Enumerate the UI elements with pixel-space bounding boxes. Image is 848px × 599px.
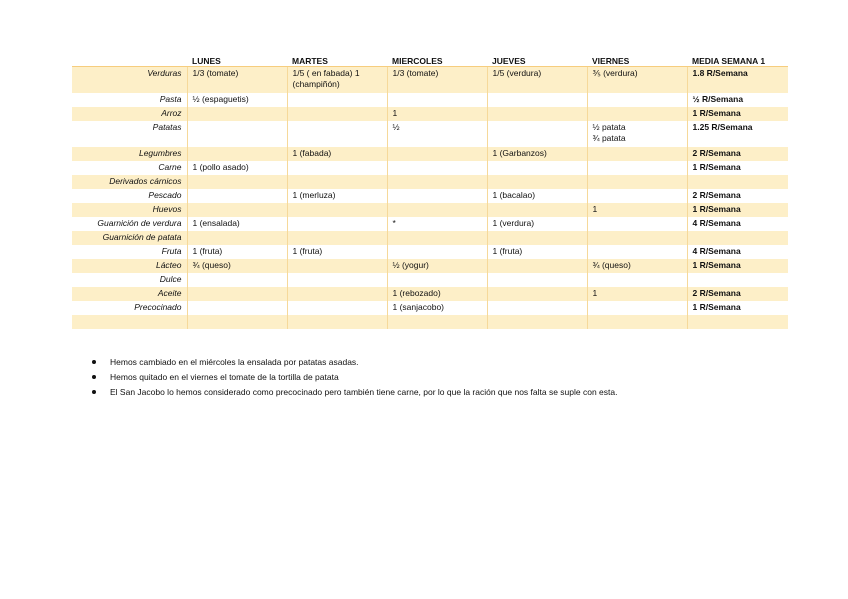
table-cell bbox=[587, 301, 687, 315]
row-label: Lácteo bbox=[72, 259, 187, 273]
table-cell: 1 bbox=[387, 107, 487, 121]
table-row bbox=[72, 287, 788, 301]
table-cell bbox=[287, 259, 387, 273]
table-cell bbox=[587, 189, 687, 203]
row-label: Patatas bbox=[72, 121, 187, 147]
table-cell bbox=[387, 273, 487, 287]
table-cell bbox=[387, 203, 487, 217]
note-text: Hemos cambiado en el miércoles la ensalada por patatas asadas. bbox=[110, 357, 359, 367]
table-cell bbox=[287, 273, 387, 287]
row-label: Huevos bbox=[72, 203, 187, 217]
table-row bbox=[72, 93, 788, 107]
table-cell bbox=[287, 203, 387, 217]
row-label: Arroz bbox=[72, 107, 187, 121]
weekly-average-cell: 4 R/Semana bbox=[687, 217, 788, 231]
table-cell: 1/3 (tomate) bbox=[387, 67, 487, 94]
table-cell bbox=[387, 245, 487, 259]
table-cell bbox=[587, 231, 687, 245]
weekly-average-cell: 2 R/Semana bbox=[687, 287, 788, 301]
table-cell: 1 (Garbanzos) bbox=[487, 147, 587, 161]
table-cell: 1 (rebozado) bbox=[387, 287, 487, 301]
table-cell bbox=[487, 287, 587, 301]
table-cell bbox=[487, 301, 587, 315]
table-cell bbox=[487, 315, 587, 329]
row-label: Derivados cárnicos bbox=[72, 175, 187, 189]
table-cell bbox=[487, 231, 587, 245]
table-row bbox=[72, 107, 788, 121]
table-cell bbox=[587, 161, 687, 175]
table-row bbox=[72, 245, 788, 259]
table-cell bbox=[287, 287, 387, 301]
table-cell: 1/3 (tomate) bbox=[187, 67, 287, 94]
table-cell bbox=[187, 121, 287, 147]
table-cell bbox=[587, 147, 687, 161]
table-cell bbox=[587, 315, 687, 329]
table-row bbox=[72, 121, 788, 147]
table-cell bbox=[187, 273, 287, 287]
notes-list bbox=[92, 355, 792, 400]
table-cell bbox=[287, 217, 387, 231]
table-cell: 1 (pollo asado) bbox=[187, 161, 287, 175]
row-label: Dulce bbox=[72, 273, 187, 287]
table-row bbox=[72, 315, 788, 329]
table-cell bbox=[487, 203, 587, 217]
table-cell bbox=[187, 301, 287, 315]
column-header: MARTES bbox=[287, 53, 387, 67]
table-cell bbox=[287, 161, 387, 175]
table-cell bbox=[487, 93, 587, 107]
table-cell: 1 (merluza) bbox=[287, 189, 387, 203]
table-row bbox=[72, 301, 788, 315]
table-cell bbox=[187, 175, 287, 189]
weekly-average-cell bbox=[687, 175, 788, 189]
table-cell: 1/5 (verdura) bbox=[487, 67, 587, 94]
table-cell bbox=[587, 273, 687, 287]
weekly-average-cell: 1 R/Semana bbox=[687, 161, 788, 175]
table-cell bbox=[187, 287, 287, 301]
row-label: Pescado bbox=[72, 189, 187, 203]
table-cell bbox=[487, 161, 587, 175]
table-cell bbox=[587, 245, 687, 259]
table-row bbox=[72, 231, 788, 245]
table-cell bbox=[487, 107, 587, 121]
table-cell bbox=[387, 147, 487, 161]
table-cell bbox=[287, 93, 387, 107]
column-header: JUEVES bbox=[487, 53, 587, 67]
table-cell: ½ (yogur) bbox=[387, 259, 487, 273]
note-text: Hemos quitado en el viernes el tomate de la tortilla de patata bbox=[110, 372, 339, 382]
table-cell: 1 (sanjacobo) bbox=[387, 301, 487, 315]
weekly-average-cell: 1 R/Semana bbox=[687, 259, 788, 273]
table-cell bbox=[387, 93, 487, 107]
bullet-icon bbox=[92, 390, 96, 394]
table-cell: 1 bbox=[587, 203, 687, 217]
weekly-average-cell: 1.8 R/Semana bbox=[687, 67, 788, 94]
table-cell bbox=[587, 93, 687, 107]
table-cell: 1 bbox=[587, 287, 687, 301]
table-row bbox=[72, 189, 788, 203]
table-row bbox=[72, 175, 788, 189]
bullet-icon bbox=[92, 375, 96, 379]
row-label bbox=[72, 315, 187, 329]
table-cell: 1 (ensalada) bbox=[187, 217, 287, 231]
row-label: Fruta bbox=[72, 245, 187, 259]
row-label: Pasta bbox=[72, 93, 187, 107]
row-label: Guarnición de verdura bbox=[72, 217, 187, 231]
bullet-icon bbox=[92, 360, 96, 364]
table-cell: 1 (fruta) bbox=[187, 245, 287, 259]
table-cell bbox=[287, 301, 387, 315]
table-cell: 1 (fabada) bbox=[287, 147, 387, 161]
table-cell bbox=[587, 107, 687, 121]
table-cell bbox=[187, 147, 287, 161]
weekly-menu-table bbox=[72, 53, 788, 329]
weekly-average-cell bbox=[687, 315, 788, 329]
table-cell bbox=[387, 175, 487, 189]
weekly-average-cell bbox=[687, 273, 788, 287]
table-cell bbox=[587, 175, 687, 189]
table-row bbox=[72, 259, 788, 273]
table-cell bbox=[387, 231, 487, 245]
table-cell: * bbox=[387, 217, 487, 231]
weekly-average-cell: 1 R/Semana bbox=[687, 203, 788, 217]
row-label: Legumbres bbox=[72, 147, 187, 161]
note-text: El San Jacobo lo hemos considerado como precocinado pero también tiene carne, por lo que la ración que nos falta se suple con esta. bbox=[110, 387, 618, 397]
weekly-average-cell: 1 R/Semana bbox=[687, 301, 788, 315]
row-label: Guarnición de patata bbox=[72, 231, 187, 245]
table-row bbox=[72, 203, 788, 217]
note-item bbox=[92, 385, 792, 400]
table-row bbox=[72, 217, 788, 231]
row-label: Aceite bbox=[72, 287, 187, 301]
table-cell: 1 (fruta) bbox=[287, 245, 387, 259]
table-row bbox=[72, 161, 788, 175]
table-cell bbox=[387, 189, 487, 203]
table-cell bbox=[487, 273, 587, 287]
weekly-average-cell: 1 R/Semana bbox=[687, 107, 788, 121]
row-label: Carne bbox=[72, 161, 187, 175]
column-header: MEDIA SEMANA 1 bbox=[687, 53, 788, 67]
table-cell bbox=[287, 315, 387, 329]
table-cell bbox=[187, 189, 287, 203]
table-cell bbox=[287, 107, 387, 121]
weekly-average-cell: 2 R/Semana bbox=[687, 189, 788, 203]
column-header: VIERNES bbox=[587, 53, 687, 67]
table-cell bbox=[487, 259, 587, 273]
table-body bbox=[72, 67, 788, 330]
column-header: LUNES bbox=[187, 53, 287, 67]
table-cell bbox=[187, 203, 287, 217]
table-row bbox=[72, 273, 788, 287]
table-cell: 1 (verdura) bbox=[487, 217, 587, 231]
row-label: Precocinado bbox=[72, 301, 187, 315]
table-row bbox=[72, 147, 788, 161]
weekly-average-cell: ½ R/Semana bbox=[687, 93, 788, 107]
header-corner bbox=[72, 53, 187, 67]
weekly-average-cell: 4 R/Semana bbox=[687, 245, 788, 259]
table-cell bbox=[287, 175, 387, 189]
table-cell bbox=[287, 231, 387, 245]
table-cell bbox=[387, 161, 487, 175]
table-cell: ½ (espaguetis) bbox=[187, 93, 287, 107]
table-cell bbox=[587, 217, 687, 231]
row-label: Verduras bbox=[72, 67, 187, 94]
table-cell bbox=[387, 315, 487, 329]
header-row bbox=[72, 53, 788, 67]
note-item bbox=[92, 355, 792, 370]
weekly-average-cell: 1.25 R/Semana bbox=[687, 121, 788, 147]
column-header: MIERCOLES bbox=[387, 53, 487, 67]
table-cell: ½ bbox=[387, 121, 487, 147]
table-cell: ¾ (queso) bbox=[187, 259, 287, 273]
table-cell: ⅗ (verdura) bbox=[587, 67, 687, 94]
table-cell bbox=[487, 175, 587, 189]
weekly-average-cell: 2 R/Semana bbox=[687, 147, 788, 161]
table-row bbox=[72, 67, 788, 94]
table-cell bbox=[187, 231, 287, 245]
table-cell bbox=[287, 121, 387, 147]
table-cell bbox=[187, 107, 287, 121]
table-cell: 1 (fruta) bbox=[487, 245, 587, 259]
table-cell: ¾ (queso) bbox=[587, 259, 687, 273]
weekly-average-cell bbox=[687, 231, 788, 245]
table-cell: 1/5 ( en fabada) 1 (champiñón) bbox=[287, 67, 387, 94]
table-cell bbox=[187, 315, 287, 329]
table-cell: ½ patata ¾ patata bbox=[587, 121, 687, 147]
table-cell bbox=[487, 121, 587, 147]
table-cell: 1 (bacalao) bbox=[487, 189, 587, 203]
note-item bbox=[92, 370, 792, 385]
